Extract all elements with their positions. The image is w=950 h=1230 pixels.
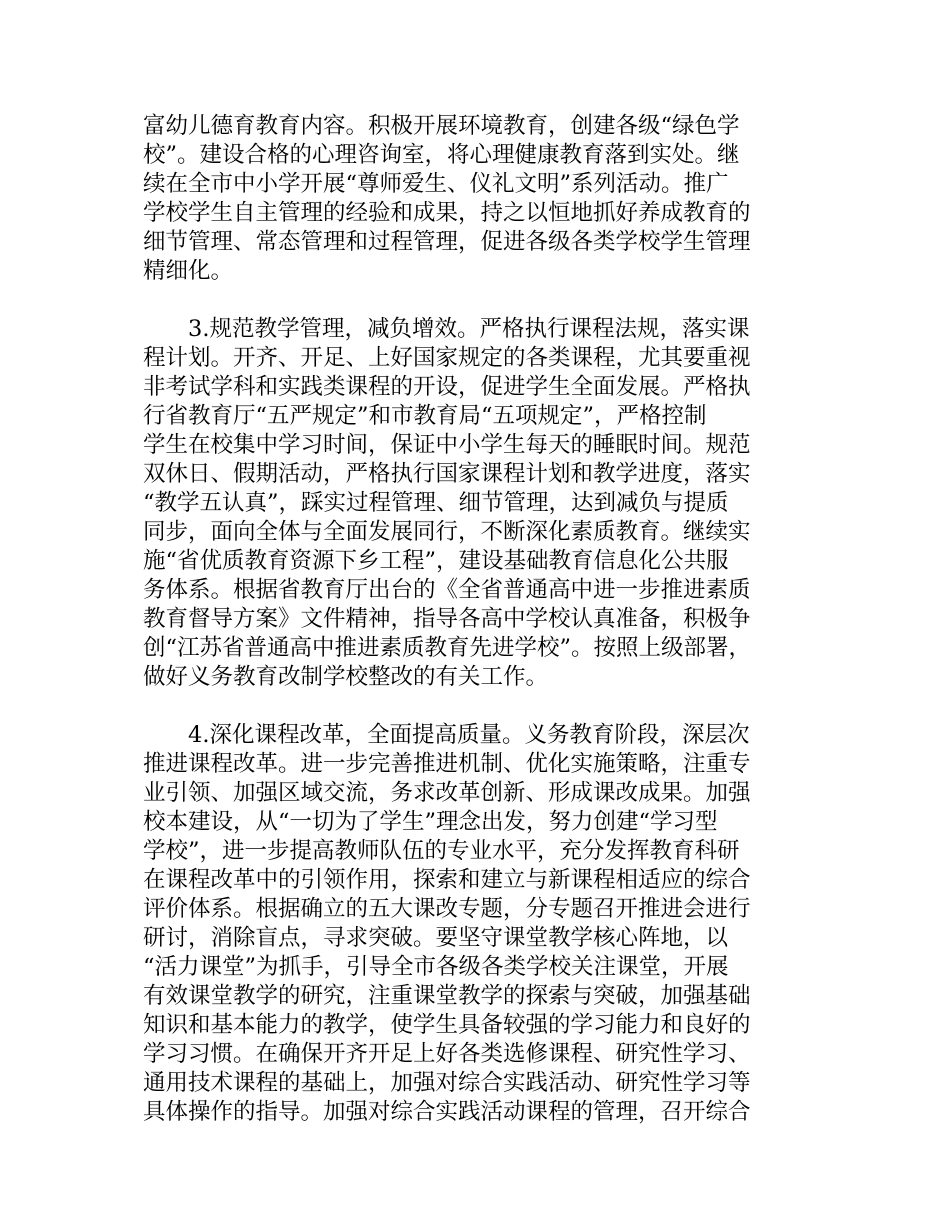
paragraph-moral-education: [143, 112, 823, 286]
text-line: 行省教育厅“五严规定”和市教育局“五项规定”，严格控制: [143, 403, 707, 429]
text-line: 具体操作的指导。加强对综合实践活动课程的管理，召开综合: [143, 1099, 751, 1125]
text-line: 教育督导方案》文件精神，指导各高中学校认真准备，积极争: [143, 606, 751, 632]
text-line: 知识和基本能力的教学，使学生具备较强的学习能力和良好的: [143, 1012, 751, 1038]
text-line: 评价体系。根据确立的五大课改专题，分专题召开推进会进行: [143, 896, 751, 922]
text-line: 续在全市中小学开展“尊师爱生、仪礼文明”系列活动。推广: [143, 171, 729, 197]
text-line: 富幼儿德育教育内容。积极开展环境教育，创建各级“绿色学: [143, 113, 740, 139]
text-line: 4.深化课程改革，全面提高质量。义务教育阶段，深层次: [188, 722, 750, 748]
paragraph-curriculum-reform: [143, 721, 823, 1127]
text-line: 程计划。开齐、开足、上好国家规定的各类课程，尤其要重视: [143, 345, 751, 371]
text-line: “教学五认真”，踩实过程管理、细节管理，达到减负与提质: [143, 490, 729, 516]
text-line: 同步，面向全体与全面发展同行，不断深化素质教育。继续实: [143, 519, 751, 545]
text-line: 务体系。根据省教育厅出台的《全省普通高中进一步推进素质: [143, 577, 751, 603]
text-line: 创“江苏省普通高中推进素质教育先进学校”。按照上级部署，: [143, 635, 752, 661]
text-line: “活力课堂”为抓手，引导全市各级各类学校关注课堂，开展: [143, 954, 729, 980]
text-line: 3.规范教学管理，减负增效。严格执行课程法规，落实课: [188, 316, 750, 342]
text-line: 学校”，进一步提高教师队伍的专业水平，充分发挥教育科研: [143, 838, 740, 864]
text-line: 业引领、加强区域交流，务求改革创新、形成课改成果。加强: [143, 780, 751, 806]
text-line: 做好义务教育改制学校整改的有关工作。: [143, 664, 549, 690]
text-line: 精细化。: [143, 258, 234, 284]
text-line: 双休日、假期活动，严格执行国家课程计划和教学进度，落实: [143, 461, 751, 487]
text-line: 推进课程改革。进一步完善推进机制、优化实施策略，注重专: [143, 751, 751, 777]
document-page: [143, 112, 823, 1127]
text-line: 在课程改革中的引领作用，探索和建立与新课程相适应的综合: [143, 867, 751, 893]
text-line: 施“省优质教育资源下乡工程”，建设基础教育信息化公共服: [143, 548, 729, 574]
text-line: 细节管理、常态管理和过程管理，促进各级各类学校学生管理: [143, 229, 751, 255]
text-line: 校”。建设合格的心理咨询室，将心理健康教育落到实处。继: [143, 142, 740, 168]
text-line: 学生在校集中学习时间，保证中小学生每天的睡眠时间。规范: [143, 432, 751, 458]
text-line: 研讨，消除盲点，寻求突破。要坚守课堂教学核心阵地，以: [143, 925, 729, 951]
text-line: 学校学生自主管理的经验和成果，持之以恒地抓好养成教育的: [143, 200, 751, 226]
text-line: 学习习惯。在确保开齐开足上好各类选修课程、研究性学习、: [143, 1041, 751, 1067]
text-line: 通用技术课程的基础上，加强对综合实践活动、研究性学习等: [143, 1070, 751, 1096]
text-line: 校本建设，从“一切为了学生”理念出发，努力创建“学习型: [143, 809, 718, 835]
text-line: 非考试学科和实践类课程的开设，促进学生全面发展。严格执: [143, 374, 751, 400]
paragraph-teaching-management: [143, 315, 823, 692]
text-line: 有效课堂教学的研究，注重课堂教学的探索与突破，加强基础: [143, 983, 751, 1009]
